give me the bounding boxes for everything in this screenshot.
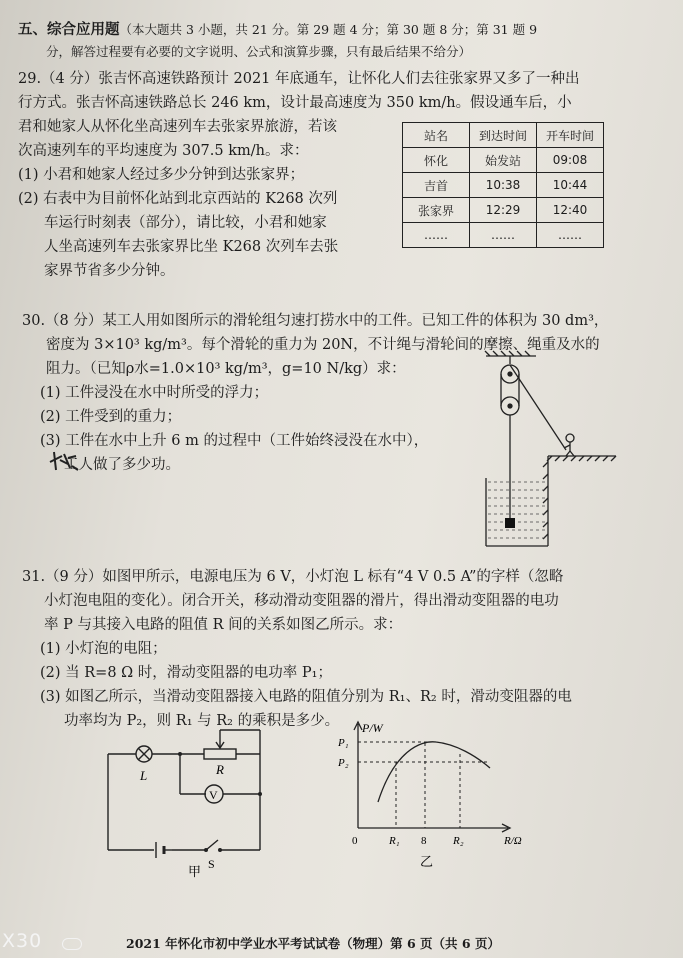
power-resistance-graph xyxy=(328,716,548,876)
timetable-cell: …… xyxy=(470,223,537,248)
timetable-row xyxy=(403,223,604,248)
q31-sub-3b: 功率均为 P₂，则 R₁ 与 R₂ 的乘积是多少。 xyxy=(64,713,340,729)
q31-line-1: 31.（9 分）如图甲所示，电源电压为 6 V，小灯泡 L 标有“4 V 0.5 A”的字样（忽略 xyxy=(22,569,564,585)
q29-sub-2b: 车运行时刻表（部分），请比较，小君和她家 xyxy=(44,215,327,231)
q30-line-1: 30.（8 分）某工人用如图所示的滑轮组匀速打捞水中的工件。已知工件的体积为 30 dm³， xyxy=(22,313,609,329)
section-note-1: （本大题共 3 小题，共 21 分。第 29 题 4 分；第 30 题 8 分；第 31 题 9 xyxy=(119,22,538,37)
page-footer: 2021 年怀化市初中学业水平考试试卷（物理）第 6 页（共 6 页） xyxy=(126,936,500,951)
q29-sub-2d: 家界节省多少分钟。 xyxy=(44,263,175,279)
circuit-diagram xyxy=(96,720,276,880)
q30-sub-3b: 工人做了多少功。 xyxy=(64,457,180,473)
timetable-row xyxy=(403,173,604,198)
graph-caption: 乙 xyxy=(420,854,434,869)
workpiece-block xyxy=(505,518,515,528)
q29-line-1: 29.（4 分）张吉怀高速铁路预计 2021 年底通车，让怀化人们去往张家界又多了一种出 xyxy=(18,71,580,87)
q31-line-2: 小灯泡电阻的变化）。闭合开关，移动滑动变阻器的滑片，得出滑动变阻器的电功 xyxy=(44,593,559,609)
q31-sub-2: (2) 当 R=8 Ω 时，滑动变阻器的电功率 P₁； xyxy=(40,665,332,681)
q31-sub-1: (1) 小灯泡的电阻； xyxy=(40,641,167,657)
graph-p1-label: P₁ xyxy=(338,737,349,749)
timetable-cell: 09:08 xyxy=(537,148,604,173)
graph-r2-label: R₂ xyxy=(453,835,464,847)
timetable-cell: …… xyxy=(403,223,470,248)
timetable-cell: 吉首 xyxy=(403,173,470,198)
timetable-cell: 张家界 xyxy=(403,198,470,223)
q29-line-4: 次高速列车的平均速度为 307.5 km/h。求： xyxy=(18,143,309,159)
voltmeter-label: V xyxy=(209,788,218,802)
section-heading: 五、综合应用题 xyxy=(18,21,120,38)
q30-sub-1: (1) 工件浸没在水中时所受的浮力； xyxy=(40,385,269,401)
graph-x-label: R/Ω xyxy=(504,835,522,847)
q29-line-2: 行方式。张吉怀高速铁路总长 246 km，设计最高速度为 350 km/h。假设通车后，小 xyxy=(18,95,572,111)
q30-sub-2: (2) 工件受到的重力； xyxy=(40,409,182,425)
q31-sub-3a: (3) 如图乙所示，当滑动变阻器接入电路的阻值分别为 R₁、R₂ 时，滑动变阻器的电 xyxy=(40,689,572,705)
q29-sub-2a: (2) 右表中为目前怀化站到北京西站的 K268 次列 xyxy=(18,191,338,207)
timetable-cell: …… xyxy=(537,223,604,248)
section-note-2: 分，解答过程要有必要的文字说明、公式和演算步骤，只有最后结果不给分） xyxy=(46,44,472,59)
section-header xyxy=(18,20,537,40)
timetable-header-row xyxy=(403,123,604,148)
graph-y-label: P/W xyxy=(362,721,383,735)
q30-line-2: 密度为 3×10³ kg/m³。每个滑轮的重力为 20N，不计绳与滑轮间的摩擦、绳重及水的 xyxy=(46,337,600,353)
timetable-cell: 10:38 xyxy=(470,173,537,198)
timetable-header-cell: 开车时间 xyxy=(537,123,604,148)
timetable-header-cell: 站名 xyxy=(403,123,470,148)
timetable-header-cell: 到达时间 xyxy=(470,123,537,148)
graph-8-label: 8 xyxy=(421,835,427,847)
timetable-cell: 12:29 xyxy=(470,198,537,223)
q29-line-3: 君和她家人从怀化坐高速列车去张家界旅游，若该 xyxy=(18,119,337,135)
handwritten-mark xyxy=(46,448,82,474)
q29-sub-1: (1) 小君和她家人经过多少分钟到达张家界； xyxy=(18,167,305,183)
timetable-row xyxy=(403,198,604,223)
timetable-cell: 怀化 xyxy=(403,148,470,173)
pulley-diagram xyxy=(478,350,618,550)
rheostat-label: R xyxy=(216,762,224,777)
timetable-row xyxy=(403,148,604,173)
timetable-cell: 12:40 xyxy=(537,198,604,223)
circuit-caption: 甲 xyxy=(188,864,202,879)
graph-r1-label: R₁ xyxy=(389,835,400,847)
camera-lens-icon xyxy=(62,938,82,950)
q29-sub-2c: 人坐高速列车去张家界比坐 K268 次列车去张 xyxy=(44,239,339,255)
switch-label: S xyxy=(208,857,215,871)
timetable-cell: 始发站 xyxy=(470,148,537,173)
camera-watermark: X30 xyxy=(2,930,43,952)
q30-sub-3a: (3) 工件在水中上升 6 m 的过程中（工件始终浸没在水中）， xyxy=(40,433,429,449)
timetable-cell: 10:44 xyxy=(537,173,604,198)
graph-origin-label: 0 xyxy=(352,835,358,847)
graph-p2-label: P₂ xyxy=(338,757,349,769)
lamp-label: L xyxy=(140,768,148,783)
train-timetable xyxy=(402,122,604,248)
q30-line-3: 阻力。（已知ρ水=1.0×10³ kg/m³，g=10 N/kg）求： xyxy=(46,361,406,377)
q31-line-3: 率 P 与其接入电路的阻值 R 间的关系如图乙所示。求： xyxy=(44,617,403,633)
